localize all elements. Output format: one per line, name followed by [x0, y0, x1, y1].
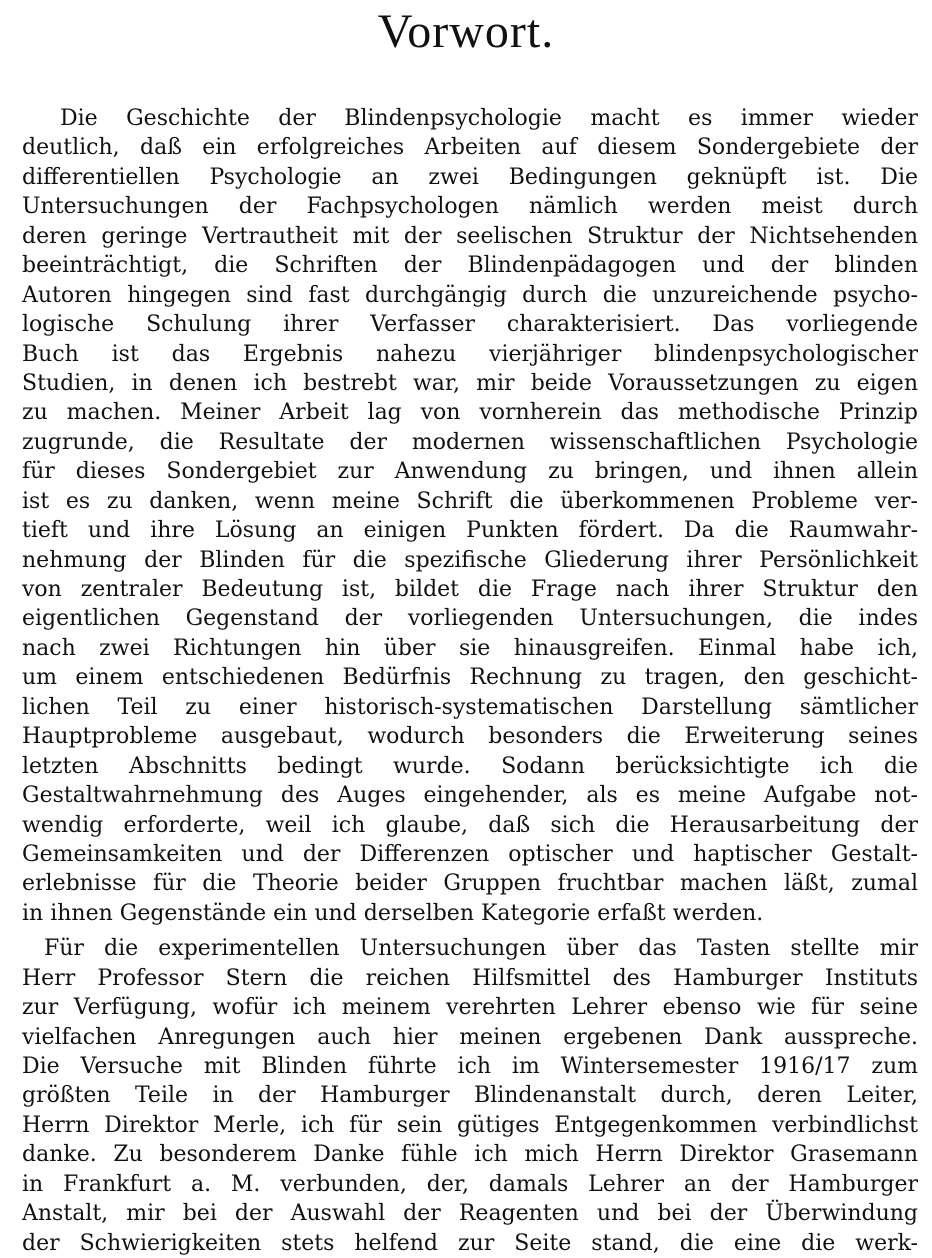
text-line: Autoren hingegen sind fast durchgängig durch die unzureichende psycho- [22, 282, 918, 308]
text-line: größten Teile in der Hamburger Blindenanstalt durch, deren Leiter, [22, 1083, 918, 1109]
text-line: differentiellen Psychologie an zwei Bedingungen geknüpft ist. Die [22, 164, 918, 190]
text-line: eigentlichen Gegenstand der vorliegenden Untersuchungen, die indes [22, 606, 918, 632]
text-line: deutlich, daß ein erfolgreiches Arbeiten auf diesem Sondergebiete der [22, 135, 918, 161]
text-line: Für die experimentellen Untersuchungen über das Tasten stellte mir [44, 936, 918, 962]
body-text [22, 104, 918, 1258]
text-line: nehmung der Blinden für die spezifische Gliederung ihrer Persönlichkeit [22, 547, 918, 573]
text-line: Anstalt, mir bei der Auswahl der Reagenten und bei der Überwindung [22, 1201, 918, 1227]
text-line: tieft und ihre Lösung an einigen Punkten fördert. Da die Raumwahr- [22, 518, 918, 544]
text-line: Studien, in denen ich bestrebt war, mir beide Voraussetzungen zu eigen [22, 370, 918, 396]
text-line: um einem entschiedenen Bedürfnis Rechnung zu tragen, den geschicht- [22, 665, 918, 691]
text-line: beeinträchtigt, die Schriften der Blindenpädagogen und der blinden [22, 253, 918, 279]
text-line: Herrn Direktor Merle, ich für sein gütiges Entgegenkommen verbindlichst [22, 1112, 918, 1138]
text-line: zugrunde, die Resultate der modernen wissenschaftlichen Psychologie [22, 429, 918, 455]
text-line: erlebnisse für die Theorie beider Gruppen fruchtbar machen läßt, zumal [22, 871, 918, 897]
text-line: der Schwierigkeiten stets helfend zur Seite stand, die eine die werk- [22, 1230, 918, 1256]
text-line: Herr Professor Stern die reichen Hilfsmittel des Hamburger Instituts [22, 965, 918, 991]
text-line: Buch ist das Ergebnis nahezu vierjähriger blindenpsychologischer [22, 341, 918, 367]
text-line: Die Geschichte der Blindenpsychologie macht es immer wieder [60, 106, 918, 131]
text-line: wendig erforderte, weil ich glaube, daß sich die Herausarbeitung der [22, 812, 918, 838]
text-line: nach zwei Richtungen hin über sie hinausgreifen. Einmal habe ich, [22, 635, 918, 661]
text-line: Hauptprobleme ausgebaut, wodurch besonders die Erweiterung seines [22, 724, 918, 750]
text-line: vielfachen Anregungen auch hier meinen ergebenen Dank ausspreche. [22, 1024, 918, 1050]
text-line: danke. Zu besonderem Danke fühle ich mich Herrn Direktor Grasemann [22, 1142, 918, 1168]
text-line: von zentraler Bedeutung ist, bildet die Frage nach ihrer Struktur den [22, 577, 918, 602]
text-line: ist es zu danken, wenn meine Schrift die überkommenen Probleme ver- [22, 488, 918, 514]
text-line: lichen Teil zu einer historisch-systematischen Darstellung sämtlicher [22, 694, 918, 720]
text-line: zur Verfügung, wofür ich meinem verehrten Lehrer ebenso wie für seine [22, 995, 918, 1021]
text-line: letzten Abschnitts bedingt wurde. Sodann berücksichtigte ich die [22, 753, 918, 779]
text-line: in Frankfurt a. M. verbunden, der, damals Lehrer an der Hamburger [22, 1171, 918, 1197]
text-line: in ihnen Gegenstände ein und derselben Kategorie erfaßt werden. [22, 900, 764, 926]
text-line: Untersuchungen der Fachpsychologen nämlich werden meist durch [22, 194, 918, 220]
text-line: zu machen. Meiner Arbeit lag von vornherein das methodische Prinzip [22, 400, 918, 426]
paragraph-2 [22, 934, 918, 1258]
text-line: deren geringe Vertrautheit mit der seelischen Struktur der Nichtsehenden [22, 223, 918, 249]
text-line: für dieses Sondergebiet zur Anwendung zu bringen, und ihnen allein [22, 459, 918, 485]
text-line: Gestaltwahrnehmung des Auges eingehender, als es meine Aufgabe not- [22, 783, 918, 809]
text-line: Die Versuche mit Blinden führte ich im Wintersemester 1916/17 zum [22, 1054, 918, 1079]
text-line: logische Schulung ihrer Verfasser charakterisiert. Das vorliegende [22, 312, 918, 338]
paragraph-1 [22, 104, 918, 928]
text-line: Gemeinsamkeiten und der Differenzen optischer und haptischer Gestalt- [22, 841, 918, 867]
page-title: Vorwort. [377, 5, 555, 58]
